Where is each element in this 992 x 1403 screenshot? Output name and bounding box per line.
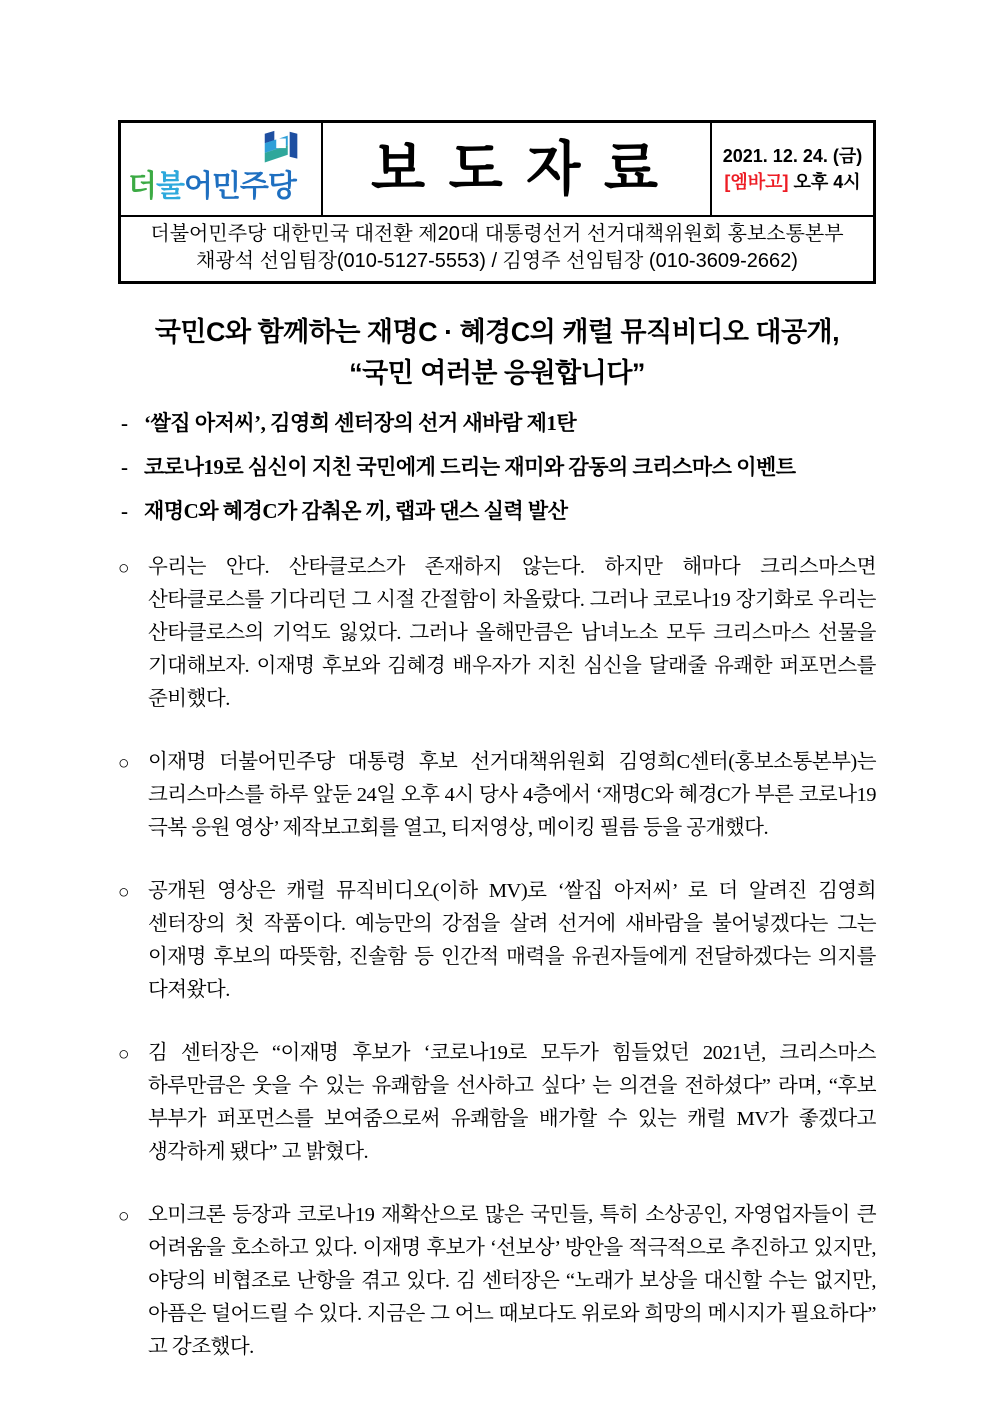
circle-marker: ○ xyxy=(118,1044,129,1065)
paragraph-text: 김 센터장은 “이재명 후보가 ‘코로나19로 모두가 힘들었던 2021년, 크리스마스 하루만큼은 웃을 수 있는 유쾌함을 선사하고 싶다’ 는 의견을 전하셨다” 라며, “후보 부부가 퍼포먼스를 보여줌으로써 유쾌함을 배가할 수 있는 캐럴 MV가 좋겠다고 생각하게 됐다” 고 밝혔다. xyxy=(148,1042,876,1163)
dash-marker: - xyxy=(121,499,128,523)
bullet-text: 코로나19로 심신이 지친 국민에게 드리는 재미와 감동의 크리스마스 이벤트 xyxy=(144,455,796,479)
press-release-header xyxy=(118,120,876,284)
bullet-item xyxy=(118,409,876,437)
contact-line: 채광석 선임팀장(010-5127-5553) / 김영주 선임팀장 (010-3609-2662) xyxy=(196,250,798,272)
bullet-text: 재명C와 혜경C가 감춰온 끼, 랩과 댄스 실력 발산 xyxy=(144,499,568,523)
org-line: 더불어민주당 대한민국 대전환 제20대 대통령선거 선거대책위원회 홍보소통본부 xyxy=(150,223,844,245)
document-content xyxy=(118,120,876,1394)
bullet-item xyxy=(118,497,876,525)
logo-char-cyan: 불 xyxy=(155,170,184,203)
logo-chars-blue: 어민주당 xyxy=(183,170,296,203)
embargo-time: 오후 4시 xyxy=(788,172,861,192)
bullet-item xyxy=(118,453,876,481)
bullet-text: ‘쌀집 아저씨’, 김영희 센터장의 선거 새바람 제1탄 xyxy=(144,411,577,435)
body-paragraph xyxy=(118,551,876,716)
body-paragraph xyxy=(118,746,876,845)
party-logo xyxy=(121,123,323,215)
embargo-line xyxy=(724,169,860,195)
headline-line2: “국민 여러분 응원합니다” xyxy=(349,358,645,388)
release-date-cell xyxy=(712,123,873,215)
headline xyxy=(118,312,876,394)
logo-char-green: 더 xyxy=(128,170,156,203)
paragraph-text: 오미크론 등장과 코로나19 재확산으로 많은 국민들, 특히 소상공인, 자영업자들이 큰 어려움을 호소하고 있다. 이재명 후보가 ‘선보상’ 방안을 적극적으로 추진하고 있지만, 야당의 비협조로 난항을 겪고 있다. 김 센터장은 “노래가 보상을 대신할 수는 없지만, 아픔은 덜어드릴 수 있다. 지금은 그 어느 때보다도 위로와 희망의 메시지가 필요하다” 고 강조했다. xyxy=(148,1204,876,1358)
press-title-cell xyxy=(323,123,712,215)
embargo-label: [엠바고] xyxy=(724,172,789,192)
dash-marker: - xyxy=(121,455,128,479)
party-logo-text xyxy=(128,161,296,205)
circle-marker: ○ xyxy=(118,882,129,903)
header-bottom-row xyxy=(121,217,873,281)
paragraph-text: 공개된 영상은 캐럴 뮤직비디오(이하 MV)로 ‘쌀집 아저씨’ 로 더 알려진 김영희 센터장의 첫 작품이다. 예능만의 강점을 살려 선거에 새바람을 불어넣겠다는 그는 이재명 후보의 따뜻함, 진솔함 등 인간적 매력을 유권자들에게 전달하겠다는 의지를 다져왔다. xyxy=(148,880,876,1001)
release-date: 2021. 12. 24. (금) xyxy=(722,146,863,166)
press-release-title: 보 도 자 료 xyxy=(370,135,663,202)
body-paragraph xyxy=(118,875,876,1007)
circle-marker: ○ xyxy=(118,558,129,579)
paragraph-text: 이재명 더불어민주당 대통령 후보 선거대책위원회 김영희C센터(홍보소통본부)는 크리스마스를 하루 앞둔 24일 오후 4시 당사 4층에서 ‘재명C와 혜경C가 부른 코로나19 극복 응원 영상’ 제작보고회를 열고, 티저영상, 메이킹 필름 등을 공개했다. xyxy=(148,751,876,839)
summary-bullets xyxy=(118,409,876,525)
header-top-row xyxy=(121,123,873,217)
body-paragraphs xyxy=(118,551,876,1364)
headline-line1: 국민C와 함께하는 재명C · 혜경C의 캐럴 뮤직비디오 대공개, xyxy=(154,317,840,347)
body-paragraph xyxy=(118,1199,876,1364)
circle-marker: ○ xyxy=(118,1206,129,1227)
body-paragraph xyxy=(118,1037,876,1169)
paragraph-text: 우리는 안다. 산타클로스가 존재하지 않는다. 하지만 해마다 크리스마스면 산타클로스를 기다리던 그 시절 간절함이 차올랐다. 그러나 코로나19 장기화로 우리는 산타클로스의 기억도 잃었다. 그러나 올해만큼은 남녀노소 모두 크리스마스 선물을 기대해보자. 이재명 후보와 김혜경 배우자가 지친 심신을 달래줄 유쾌한 퍼포먼스를 준비했다. xyxy=(148,556,876,710)
dash-marker: - xyxy=(121,411,128,435)
circle-marker: ○ xyxy=(118,753,129,774)
